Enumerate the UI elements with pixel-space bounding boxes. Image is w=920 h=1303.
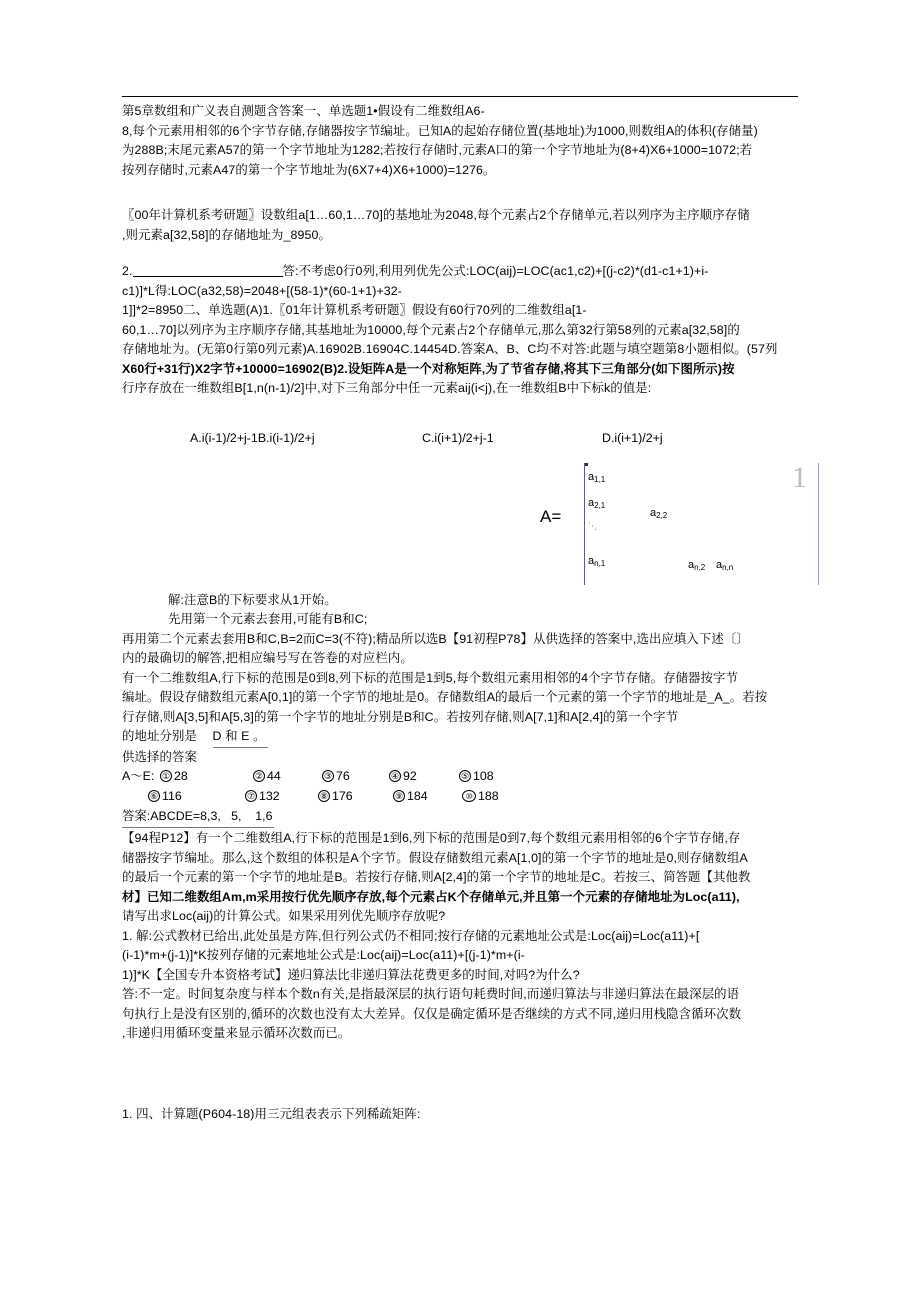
section94-line9 bbox=[122, 985, 822, 1005]
section94-line1 bbox=[122, 829, 822, 849]
option-value-7: 132 bbox=[259, 789, 280, 803]
section94-text-3: 的最后一个元素的第一个字节的地址是B。若按行存储,则A[2,4]的第一个字节的地址是C。若按三、简答题【其他教 bbox=[122, 870, 751, 884]
matrix-an1-base: a bbox=[588, 554, 595, 567]
option-item-9[interactable] bbox=[393, 787, 428, 807]
option-value-10: 188 bbox=[478, 789, 499, 803]
spacer-5 bbox=[122, 1070, 822, 1096]
section94-line5 bbox=[122, 907, 822, 927]
section94-line8 bbox=[122, 966, 822, 986]
footer-text-1: 1. 四、计算题(P604-18)用三元组表表示下列稀疏矩阵: bbox=[122, 1106, 421, 1121]
section94-line4 bbox=[122, 888, 822, 908]
formula-text-1: 答:不考虑0行0列,利用列优先公式:LOC(aij)=LOC(ac1,c2)+[(j-c2)*(d1-c1+1)+i- bbox=[282, 264, 709, 278]
section94-text-10: 句执行上是没有区别的,循环的次数也没有太大差异。仅仅是确定循环是否继续的方式不同,递归用栈隐含循环次数 bbox=[122, 1006, 742, 1021]
section94-line3 bbox=[122, 868, 822, 888]
answer-key-values: 3, 5, 1,6 bbox=[210, 809, 273, 823]
matrix-ellipsis-icon: ⋱ bbox=[588, 520, 597, 531]
circled-number-8-icon: ⑧ bbox=[319, 791, 329, 801]
formula-text-7: 行序存放在一维数组B[1,n(n-1)/2]中,对下三角部分中任一元素aij(i<j),在一维数组B中下标k的值是: bbox=[122, 381, 652, 395]
formula-text-2: c1)]*L得:LOC(a32,58)=2048+[(58-1)*(60-1+1)+32- bbox=[122, 283, 403, 298]
option-value-3: 76 bbox=[336, 769, 350, 783]
circled-number-7-icon: ⑦ bbox=[246, 791, 256, 801]
option-value-4: 92 bbox=[403, 769, 417, 783]
section94-line7 bbox=[122, 946, 822, 966]
spacer-1 bbox=[122, 180, 822, 206]
option-value-2: 44 bbox=[267, 769, 281, 783]
exam00-text-2: ,则元素a[32,58]的存储地址为_8950。 bbox=[122, 227, 331, 242]
circled-number-1-icon: ① bbox=[161, 771, 171, 781]
multiple-choice-row bbox=[122, 429, 822, 451]
paragraph-intro-line4 bbox=[122, 161, 822, 181]
option-item-7[interactable] bbox=[245, 787, 280, 807]
paragraph-formula-line1 bbox=[122, 262, 822, 282]
solution-line5 bbox=[122, 669, 822, 689]
paragraph-formula-line4 bbox=[122, 321, 822, 341]
formula-text-5: 存储地址为。(无第0行第0列元素)A.16902B.16904C.14454D.答案A、B、C均不对答:此题与填空题第8小题相似。(57列 bbox=[122, 342, 778, 356]
circled-number-2-icon: ② bbox=[254, 771, 264, 781]
spacer-6 bbox=[122, 1096, 822, 1105]
solution-line1 bbox=[122, 591, 822, 611]
section94-line6 bbox=[122, 927, 822, 947]
spacer-3 bbox=[122, 399, 822, 425]
matrix-a22-sub: 2,2 bbox=[656, 510, 668, 520]
matrix-label: A= bbox=[540, 506, 562, 526]
option-item-2[interactable] bbox=[253, 767, 281, 787]
solution-text-7: 行存储,则A[3,5]和A[5,3]的第一个字节的地址分别是B和C。若按列存储,则A[7,1]和A[2,4]的第一个字节 bbox=[122, 709, 679, 724]
matrix-a21-base: a bbox=[588, 496, 595, 509]
matrix-element-a11 bbox=[588, 471, 605, 484]
solution-line6 bbox=[122, 688, 822, 708]
solution-text-8-prefix: 的地址分别是 bbox=[122, 729, 197, 743]
choice-option-ab[interactable]: A.i(i-1)/2+j-1B.i(i-1)/2+j bbox=[190, 430, 315, 445]
solution-text-1: 解:注意B的下标要求从1开始。 bbox=[168, 592, 337, 607]
intro-text-4: 按列存储时,元素A47的第一个字节地址为(6X7+4)X6+1000)=1276。 bbox=[122, 162, 496, 177]
matrix-a22-base: a bbox=[650, 506, 657, 519]
section94-text-6: 1. 解:公式教材已给出,此处虽是方阵,但行列公式仍不相同;按行存储的元素地址公式是:Loc(aij)=Loc(a11)+[ bbox=[122, 928, 700, 943]
matrix-element-ann bbox=[716, 559, 733, 572]
matrix-corner-dot-icon bbox=[585, 463, 588, 466]
matrix-ann-sub: n,n bbox=[722, 562, 734, 572]
exam00-text-1: 〖00年计算机系考研题〗设数组a[1…60,1…70]的基地址为2048,每个元素占2个存储单元,若以列序为主序顺序存储 bbox=[122, 208, 750, 222]
paragraph-exam00-line1 bbox=[122, 206, 822, 226]
solution-text-9: 供选择的答案 bbox=[122, 749, 197, 764]
solution-text-3: 再用第二个元素去套用B和C,B=2而C=3(不符);精品所以选B【91初程P78】从供选择的答案中,选出应填入下述〔〕 bbox=[122, 631, 749, 646]
intro-text-2: 8,每个元素用相邻的6个字节存储,存储器按字节编址。已知A的起始存储位置(基地址)为1000,则数组A的体积(存储量) bbox=[122, 123, 758, 138]
matrix-an2-base: a bbox=[688, 558, 695, 571]
solution-blank-de[interactable]: D 和 E 。 bbox=[213, 727, 268, 748]
solution-text-5: 有一个二维数组A,行下标的范围是0到8,列下标的范围是1到5,每个数组元素用相邻的4个字节存储。存储器按字节 bbox=[122, 670, 739, 685]
solution-line8 bbox=[122, 727, 822, 748]
paragraph-intro-line2 bbox=[122, 122, 822, 142]
paragraph-formula-line7 bbox=[122, 379, 822, 399]
spacer-2 bbox=[122, 245, 822, 262]
matrix-container bbox=[540, 459, 822, 589]
formula-item-number: 2. bbox=[122, 264, 133, 278]
matrix-figure bbox=[122, 459, 822, 591]
matrix-an2-sub: n,2 bbox=[694, 562, 706, 572]
footer-line1 bbox=[122, 1105, 822, 1125]
section94-text-5: 请写出求Loc(aij)的计算公式。如果采用列优先顺序存放呢? bbox=[122, 909, 446, 923]
circled-number-6-icon: ⑥ bbox=[149, 791, 159, 801]
circled-number-9-icon: ⑨ bbox=[394, 791, 404, 801]
matrix-left-bracket bbox=[584, 463, 585, 585]
intro-text-3: 为288B;末尾元素A57的第一个字节地址为1282;若按行存储时,元素A口的第一个字节地址为(8+4)X6+1000=1072;若 bbox=[122, 143, 753, 157]
matrix-a11-sub: 1,1 bbox=[594, 474, 606, 484]
page-number-watermark: 1 bbox=[792, 460, 807, 494]
option-value-1: 28 bbox=[174, 769, 188, 783]
matrix-element-an2 bbox=[688, 559, 705, 572]
matrix-element-a22 bbox=[650, 507, 667, 520]
paragraph-formula-line2 bbox=[122, 282, 822, 302]
option-item-6[interactable] bbox=[148, 787, 182, 807]
circled-number-3-icon: ③ bbox=[323, 771, 333, 781]
option-item-10[interactable] bbox=[462, 787, 499, 807]
section94-line10 bbox=[122, 1005, 822, 1025]
option-item-5[interactable] bbox=[459, 767, 494, 787]
matrix-element-a21 bbox=[588, 497, 605, 510]
solution-line7 bbox=[122, 708, 822, 728]
matrix-element-an1 bbox=[588, 555, 605, 568]
answer-key-label: 答案:ABCDE=8, bbox=[122, 809, 211, 823]
formula-text-4: 60,1…70]以列序为主序顺序存储,其基地址为10000,每个元素占2个存储单元,那么第32行第58列的元素a[32,58]的 bbox=[122, 322, 740, 337]
option-value-8: 176 bbox=[332, 789, 353, 803]
option-value-6: 116 bbox=[162, 789, 182, 803]
section94-text-11: ,非递归用循环变量来显示循环次数而已。 bbox=[122, 1026, 351, 1040]
section94-text-2: 储器按字节编址。那么,这个数组的体积是A个字节。假设存储数组元素A[1,0]的第一个字节的地址是0,则存储数组A bbox=[122, 850, 748, 865]
section94-text-9: 答:不一定。时间复杂度与样本个数n有关,是指最深层的执行语句耗费时间,而递归算法与非递归算法在最深层的语 bbox=[122, 987, 740, 1001]
matrix-ann-base: a bbox=[716, 558, 723, 571]
answer-key bbox=[122, 807, 274, 828]
option-value-9: 184 bbox=[407, 789, 428, 803]
section94-text-7: (i-1)*m+(j-1)]*K按列存储的元素地址公式是:Loc(aij)=Loc(a11)+[(j-1)*m+(i- bbox=[122, 948, 525, 962]
matrix-a11-base: a bbox=[588, 470, 595, 483]
circled-number-5-icon: ⑤ bbox=[460, 771, 470, 781]
option-value-5: 108 bbox=[473, 769, 494, 783]
paragraph-exam00-line2 bbox=[122, 226, 822, 246]
section94-line11 bbox=[122, 1024, 822, 1044]
matrix-a21-sub: 2,1 bbox=[594, 500, 606, 510]
circled-number-4-icon: ④ bbox=[390, 771, 400, 781]
option-item-8[interactable] bbox=[318, 787, 353, 807]
solution-line3 bbox=[122, 630, 822, 650]
paragraph-intro-line3 bbox=[122, 141, 822, 161]
section94-text-4: 材】已知二维数组Am,m采用按行优先顺序存放,每个元素占K个存储单元,并且第一个元素的存储地址为Loc(a11), bbox=[122, 889, 740, 904]
choice-option-c[interactable]: C.i(i+1)/2+j-1 bbox=[422, 430, 494, 445]
choice-option-d[interactable]: D.i(i+1)/2+j bbox=[602, 430, 663, 445]
options-row-2 bbox=[122, 787, 822, 807]
options-range-label: A〜E: bbox=[122, 769, 155, 783]
formula-text-6: X60行+31行)X2字节+10000=16902(B)2.设矩阵A是一个对称矩阵,为了节省存储,将其下三角部分(如下图所示)按 bbox=[122, 361, 735, 376]
option-item-4[interactable] bbox=[389, 767, 417, 787]
paragraph-formula-line6 bbox=[122, 360, 822, 380]
section94-text-1: 【94程P12】有一个二维数组A,行下标的范围是1到6,列下标的范围是0到7,每个数组元素用相邻的6个字节存储,存 bbox=[122, 831, 741, 845]
formula-text-3: 1]]*2=8950二、单选题(A)1.〖01年计算机系考研题〗假设有60行70列的二维数组a[1- bbox=[122, 303, 587, 317]
matrix-an1-sub: n,1 bbox=[594, 558, 606, 568]
option-item-1[interactable] bbox=[160, 767, 188, 787]
intro-text-1: 第5章数组和广义表自测题含答案一、单选题1•假设有二维数组A6- bbox=[122, 104, 485, 118]
document-content bbox=[122, 102, 822, 1124]
options-row-1 bbox=[122, 767, 822, 787]
paragraph-formula-line5 bbox=[122, 340, 822, 360]
options-answer-row bbox=[122, 807, 822, 829]
section94-line2 bbox=[122, 849, 822, 869]
section94-text-8: 1)]*K【全国专升本资格考试】递归算法比非递归算法花费更多的时间,对吗?为什么? bbox=[122, 967, 580, 982]
matrix-right-bracket bbox=[818, 463, 819, 585]
solution-line2 bbox=[122, 610, 822, 630]
answer-options-grid bbox=[122, 767, 822, 829]
header-rule bbox=[122, 96, 798, 97]
fill-in-blank-field[interactable] bbox=[133, 263, 283, 277]
solution-text-4: 内的最确切的解答,把相应编号写在答卷的对应栏内。 bbox=[122, 651, 413, 665]
solution-text-2: 先用第一个元素去套用,可能有B和C; bbox=[168, 612, 368, 626]
solution-text-6: 编址。假设存储数组元素A[0,1]的第一个字节的地址是0。存储数组A的最后一个元素的第一个字节的地址是_A_。若按 bbox=[122, 690, 768, 704]
solution-line4 bbox=[122, 649, 822, 669]
solution-line9 bbox=[122, 748, 822, 768]
circled-number-10-icon: ⑩ bbox=[462, 790, 476, 802]
paragraph-intro-line1 bbox=[122, 102, 822, 122]
paragraph-formula-line3 bbox=[122, 301, 822, 321]
spacer-4 bbox=[122, 1044, 822, 1070]
option-item-3[interactable] bbox=[322, 767, 350, 787]
